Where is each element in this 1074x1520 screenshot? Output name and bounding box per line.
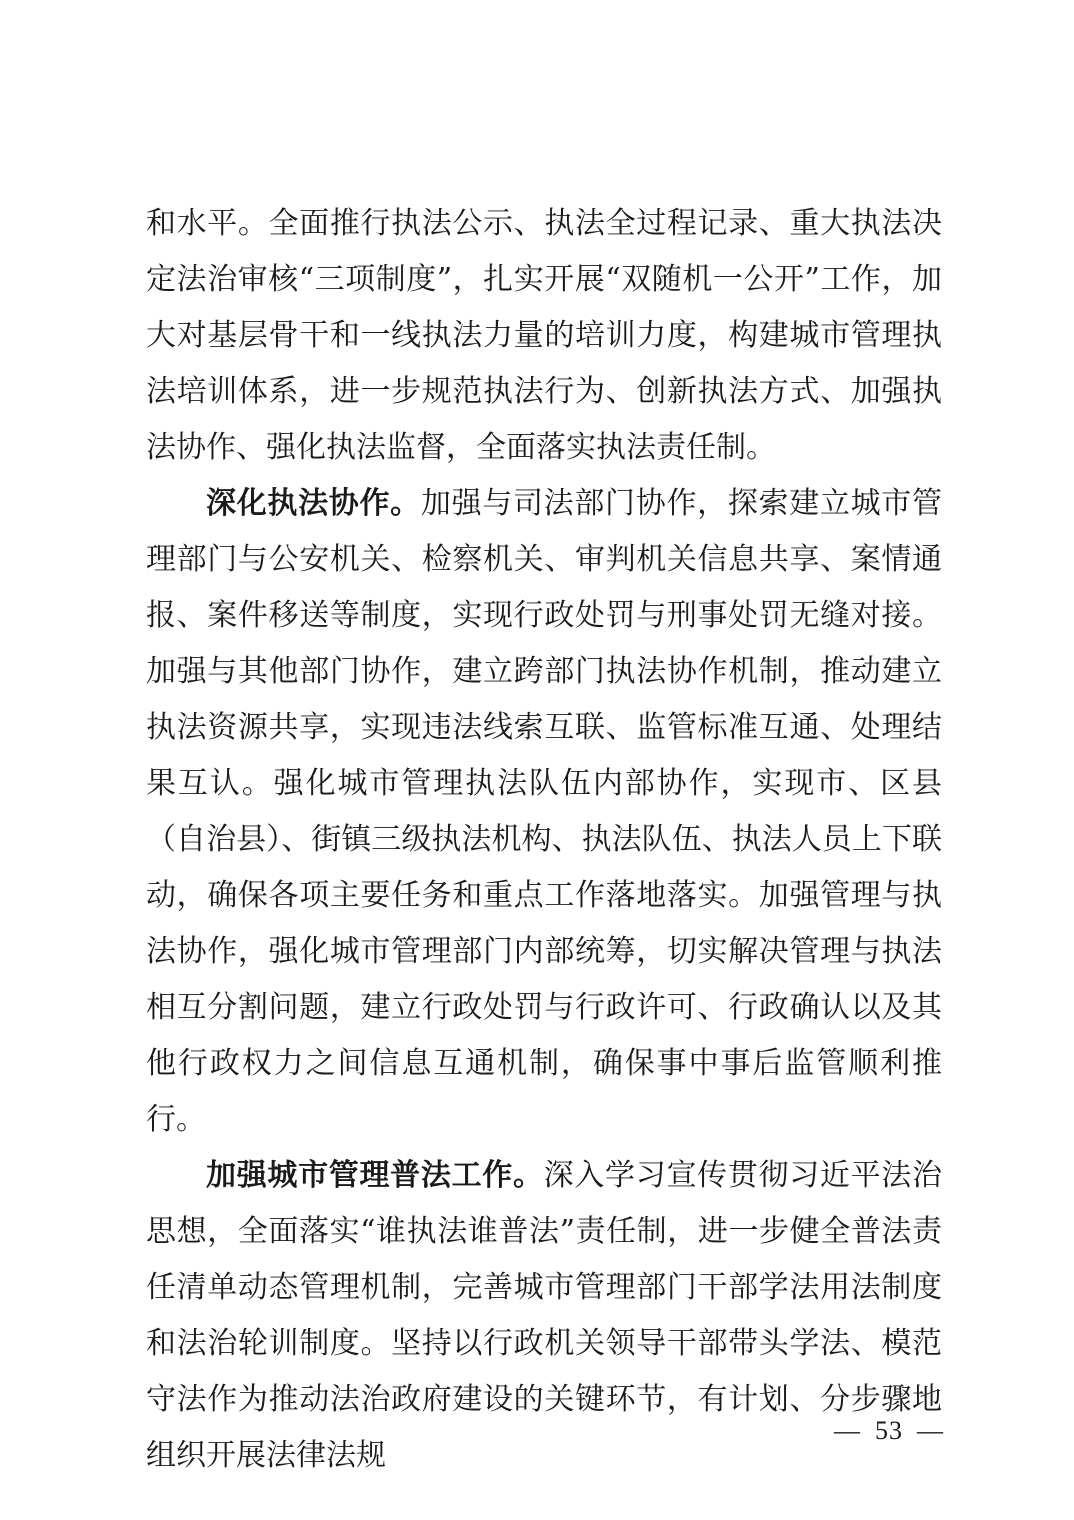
page-number-dash-right: — <box>917 1416 944 1445</box>
paragraph-3-text: 深入学习宣传贯彻习近平法治思想，全面落实“谁执法谁普法”责任制，进一步健全普法责任清单动态管理机制，完善城市管理部门干部学法用法制度和法治轮训制度。坚持以行政机关领导干部带头学法、模范守法作为推动法治政府建设的关键环节，有计划、分步骤地组织开展法律法规 <box>146 1158 943 1473</box>
paragraph-2-text: 加强与司法部门协作，探索建立城市管理部门与公安机关、检察机关、审判机关信息共享、案情通报、案件移送等制度，实现行政处罚与刑事处罚无缝对接。加强与其他部门协作，建立跨部门执法协作机制，推动建立执法资源共享，实现违法线索互联、监管标准互通、处理结果互认。强化城市管理执法队伍内部协作，实现市、区县（自治县）、街镇三级执法机构、执法队伍、执法人员上下联动，确保各项主要任务和重点工作落地落实。加强管理与执法协作，强化城市管理部门内部统筹，切实解决管理与执法相互分割问题，建立行政处罚与行政许可、行政确认以及其他行政权力之间信息互通机制，确保事中事后监管顺利推行。 <box>146 486 943 1137</box>
paragraph-3-heading: 加强城市管理普法工作。 <box>206 1158 544 1193</box>
paragraph-1 <box>146 196 942 476</box>
page-number-value: 53 <box>875 1416 903 1445</box>
page-number-dash-left: — <box>834 1416 861 1445</box>
page-number <box>834 1416 944 1446</box>
paragraph-3 <box>146 1148 942 1484</box>
paragraph-2-heading: 深化执法协作。 <box>206 486 421 521</box>
paragraph-1-text: 和水平。全面推行执法公示、执法全过程记录、重大执法决定法治审核“三项制度”，扎实开展“双随机一公开”工作，加大对基层骨干和一线执法力量的培训力度，构建城市管理执法培训体系，进一步规范执法行为、创新执法方式、加强执法协作、强化执法监督，全面落实执法责任制。 <box>146 206 942 465</box>
paragraph-2 <box>146 476 942 1148</box>
body-text <box>146 196 942 1484</box>
